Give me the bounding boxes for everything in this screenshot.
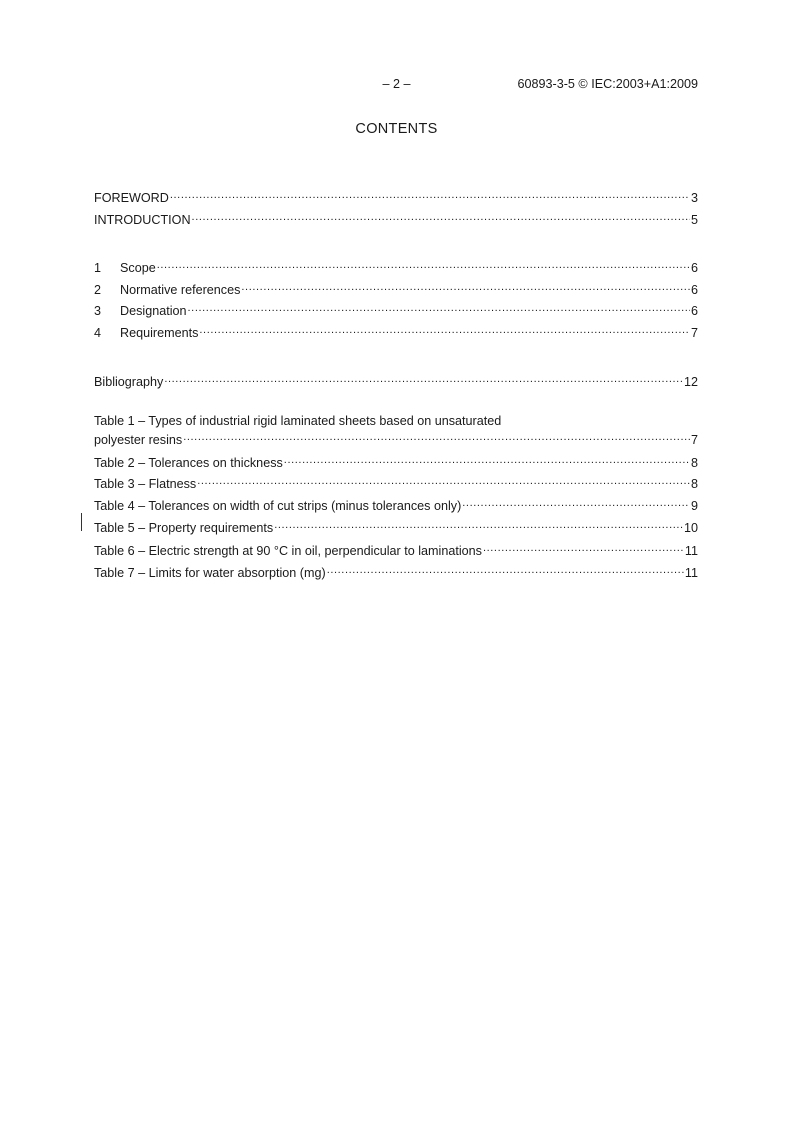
- toc-page-number: 12: [683, 375, 698, 389]
- toc-entry-label: INTRODUCTION: [94, 213, 191, 227]
- dot-leader: [170, 186, 690, 202]
- dot-leader: [183, 428, 690, 444]
- toc-clause-number: 2: [94, 283, 102, 297]
- toc-entry-label: polyester resins: [94, 433, 183, 447]
- toc-entry-label: Scope: [120, 261, 156, 275]
- toc-page-number: 10: [683, 521, 698, 535]
- toc-entry-table-7[interactable]: [94, 561, 698, 581]
- toc-entry-table-2[interactable]: [94, 451, 698, 471]
- toc-entry-label: Bibliography: [94, 375, 164, 389]
- toc-clause-number: 4: [94, 326, 102, 340]
- toc-entry-label: Table 3 – Flatness: [94, 477, 197, 491]
- contents-title: CONTENTS: [355, 121, 438, 137]
- document-reference: 60893-3-5 © IEC:2003+A1:2009: [517, 77, 698, 91]
- toc-entry-table-1[interactable]: [94, 428, 698, 448]
- toc-page-number: 5: [690, 213, 698, 227]
- toc-entry-label: Designation: [120, 304, 187, 318]
- toc-clause-number: 1: [94, 261, 102, 275]
- toc-page-number: 7: [690, 326, 698, 340]
- toc-entry-label: FOREWORD: [94, 191, 169, 205]
- toc-entry-label: Requirements: [120, 326, 199, 340]
- toc-entry-label: Table 4 – Tolerances on width of cut strips (minus tolerances only): [94, 499, 462, 513]
- dot-leader: [327, 561, 684, 577]
- toc-page-number: 3: [690, 191, 698, 205]
- toc-entry-table-4[interactable]: [94, 494, 698, 514]
- toc-page-number: 9: [690, 499, 698, 513]
- toc-page-number: 7: [690, 433, 698, 447]
- toc-entry-requirements[interactable]: [94, 321, 698, 341]
- toc-page-number: 11: [684, 544, 698, 558]
- toc-entry-table-1-line1[interactable]: Table 1 – Types of industrial rigid laminated sheets based on unsaturated: [94, 414, 502, 428]
- toc-entry-label: Table 2 – Tolerances on thickness: [94, 456, 283, 470]
- toc-entry-bibliography[interactable]: [94, 370, 698, 390]
- toc-entry-foreword[interactable]: [94, 186, 698, 206]
- toc-page-number: 11: [684, 566, 698, 580]
- toc-entry-designation[interactable]: [94, 299, 698, 319]
- toc-page-number: 8: [690, 456, 698, 470]
- dot-leader: [462, 494, 690, 510]
- toc-entry-label: Table 6 – Electric strength at 90 °C in oil, perpendicular to laminations: [94, 544, 482, 558]
- toc-entry-table-5[interactable]: [94, 516, 698, 536]
- revision-change-bar: [81, 513, 82, 531]
- dot-leader: [197, 472, 690, 488]
- toc-entry-table-6[interactable]: [94, 539, 698, 559]
- dot-leader: [164, 370, 683, 386]
- toc-entry-table-3[interactable]: [94, 472, 698, 492]
- toc-entry-label: Normative references: [120, 283, 241, 297]
- dot-leader: [157, 256, 690, 272]
- toc-entry-scope[interactable]: [94, 256, 698, 276]
- page-number: – 2 –: [382, 77, 411, 91]
- dot-leader: [199, 321, 690, 337]
- dot-leader: [274, 516, 683, 532]
- dot-leader: [241, 278, 690, 294]
- toc-entry-normative-references[interactable]: [94, 278, 698, 298]
- dot-leader: [188, 299, 690, 315]
- dot-leader: [284, 451, 690, 467]
- toc-clause-number: 3: [94, 304, 102, 318]
- dot-leader: [483, 539, 684, 555]
- toc-entry-label: Table 7 – Limits for water absorption (mg): [94, 566, 326, 580]
- dot-leader: [192, 208, 690, 224]
- toc-entry-introduction[interactable]: [94, 208, 698, 228]
- toc-page-number: 6: [690, 261, 698, 275]
- toc-page-number: 8: [690, 477, 698, 491]
- toc-page-number: 6: [690, 304, 698, 318]
- toc-page-number: 6: [690, 283, 698, 297]
- toc-entry-label: Table 5 – Property requirements: [94, 521, 274, 535]
